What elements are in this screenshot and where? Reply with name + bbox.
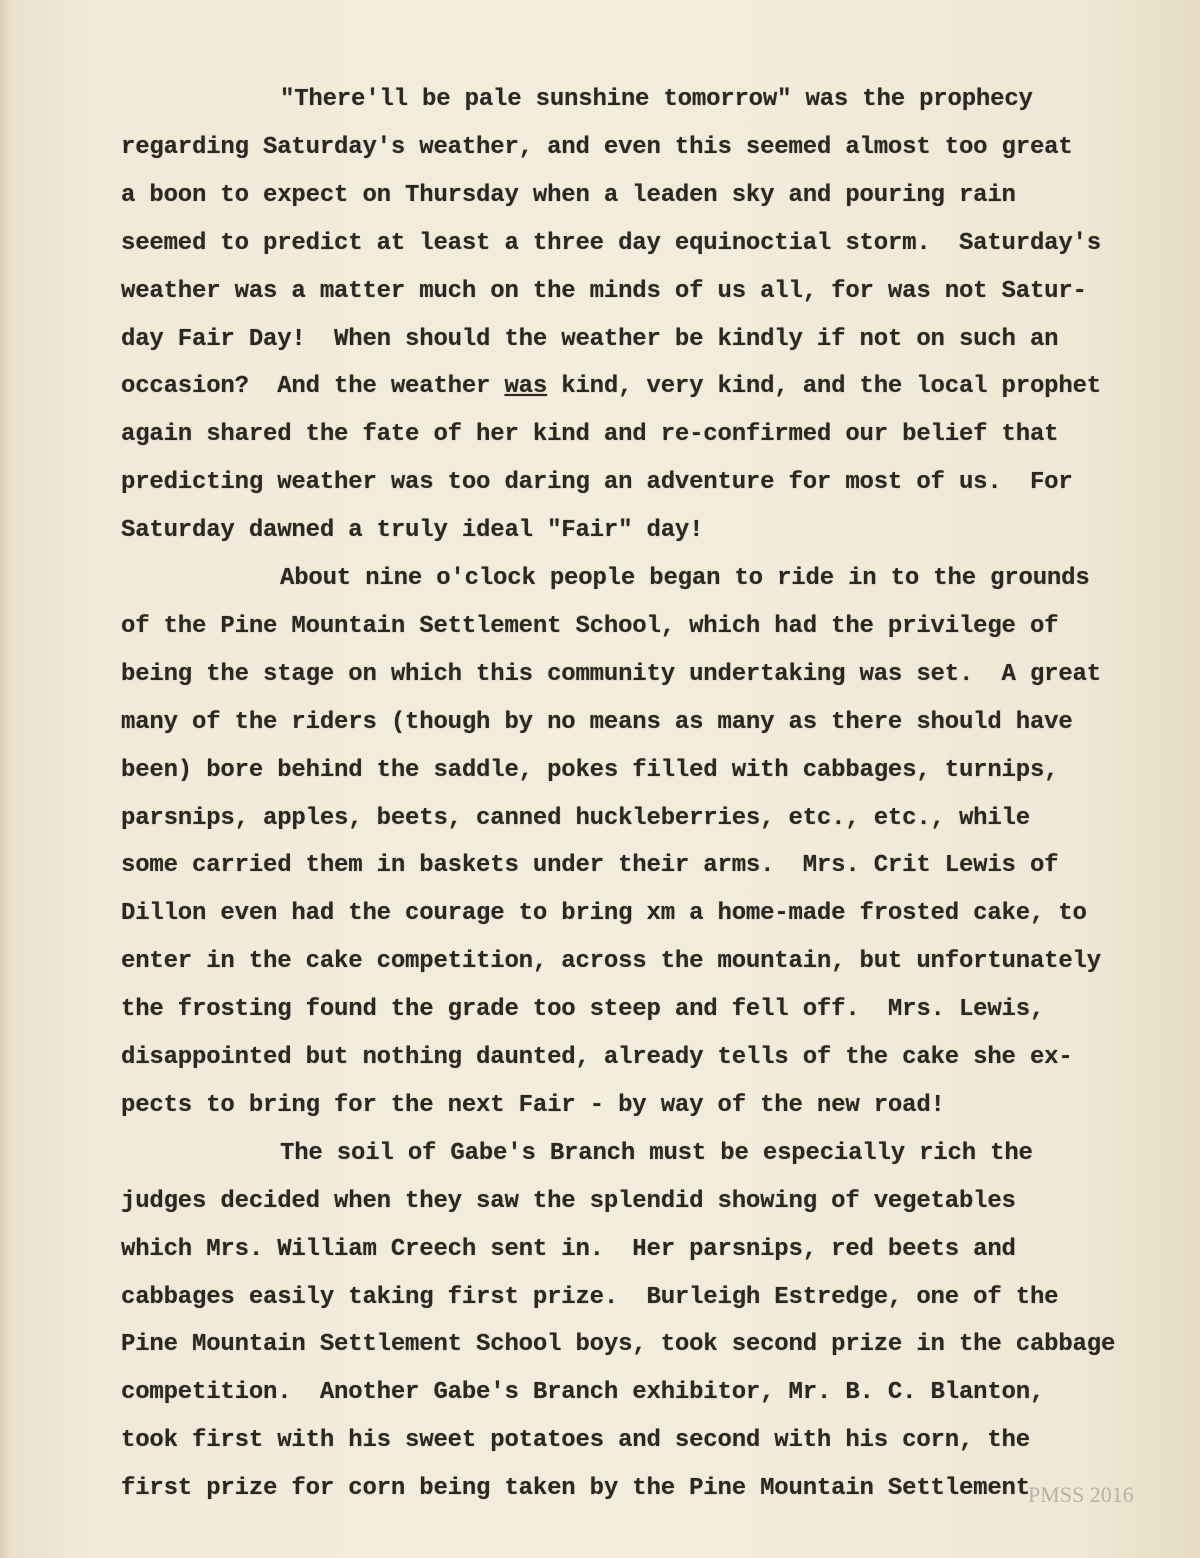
text-line: first prize for corn being taken by the Pine Mountain Settlement: [121, 1475, 1030, 1503]
text-line: Dillon even had the courage to bring xm a home-made frosted cake, to: [121, 900, 1087, 928]
text-line: The soil of Gabe's Branch must be especially rich the: [280, 1139, 1033, 1167]
text-line: "There'll be pale sunshine tomorrow" was the prophecy: [280, 86, 1033, 113]
text-line: the frosting found the grade too steep and fell off. Mrs. Lewis,: [121, 996, 1045, 1024]
text-line: judges decided when they saw the splendid showing of vegetables: [121, 1187, 1016, 1215]
text-line: a boon to expect on Thursday when a leaden sky and pouring rain: [121, 181, 1016, 209]
text-line: took first with his sweet potatoes and second with his corn, the: [121, 1427, 1030, 1455]
text-line: which Mrs. William Creech sent in. Her parsnips, red beets and: [121, 1235, 1016, 1263]
text-line: enter in the cake competition, across the mountain, but unfortunately: [121, 948, 1101, 976]
text-line: Pine Mountain Settlement School boys, took second prize in the cabbage: [121, 1331, 1116, 1359]
text-line: predicting weather was too daring an adventure for most of us. For: [121, 469, 1073, 497]
watermark: PMSS 2016: [1028, 1482, 1134, 1507]
text-line: of the Pine Mountain Settlement School, which had the privilege of: [121, 612, 1059, 640]
underlined-word: was: [504, 373, 548, 401]
text-line: cabbages easily taking first prize. Burleigh Estredge, one of the: [121, 1283, 1059, 1311]
text-line: being the stage on which this community undertaking was set. A great: [121, 660, 1101, 688]
text-line: weather was a matter much on the minds of us all, for was not Satur-: [121, 277, 1087, 305]
text-line: some carried them in baskets under their arms. Mrs. Crit Lewis of: [121, 852, 1059, 880]
text-line: Saturday dawned a truly ideal "Fair" day!: [121, 517, 704, 545]
text-line: About nine o'clock people began to ride in to the grounds: [280, 565, 1090, 592]
text-line: competition. Another Gabe's Branch exhibitor, Mr. B. C. Blanton,: [121, 1379, 1045, 1407]
text-line: parsnips, apples, beets, canned huckleberries, etc., etc., while: [121, 804, 1030, 832]
text-line: occasion? And the weather was kind, very kind, and the local prophet: [121, 373, 1101, 401]
text-line: seemed to predict at least a three day equinoctial storm. Saturday's: [121, 229, 1101, 257]
paper-edge: [0, 0, 10, 1558]
text-line: disappointed but nothing daunted, already tells of the cake she ex-: [121, 1044, 1073, 1071]
text-line: day Fair Day! When should the weather be kindly if not on such an: [121, 325, 1059, 353]
text-line: many of the riders (though by no means as many as there should have: [121, 708, 1073, 736]
text-line: again shared the fate of her kind and re-confirmed our belief that: [121, 421, 1059, 449]
text-line: regarding Saturday's weather, and even this seemed almost too great: [121, 133, 1073, 161]
text-line: pects to bring for the next Fair - by way of the new road!: [121, 1091, 945, 1119]
text-line: been) bore behind the saddle, pokes filled with cabbages, turnips,: [121, 756, 1059, 784]
